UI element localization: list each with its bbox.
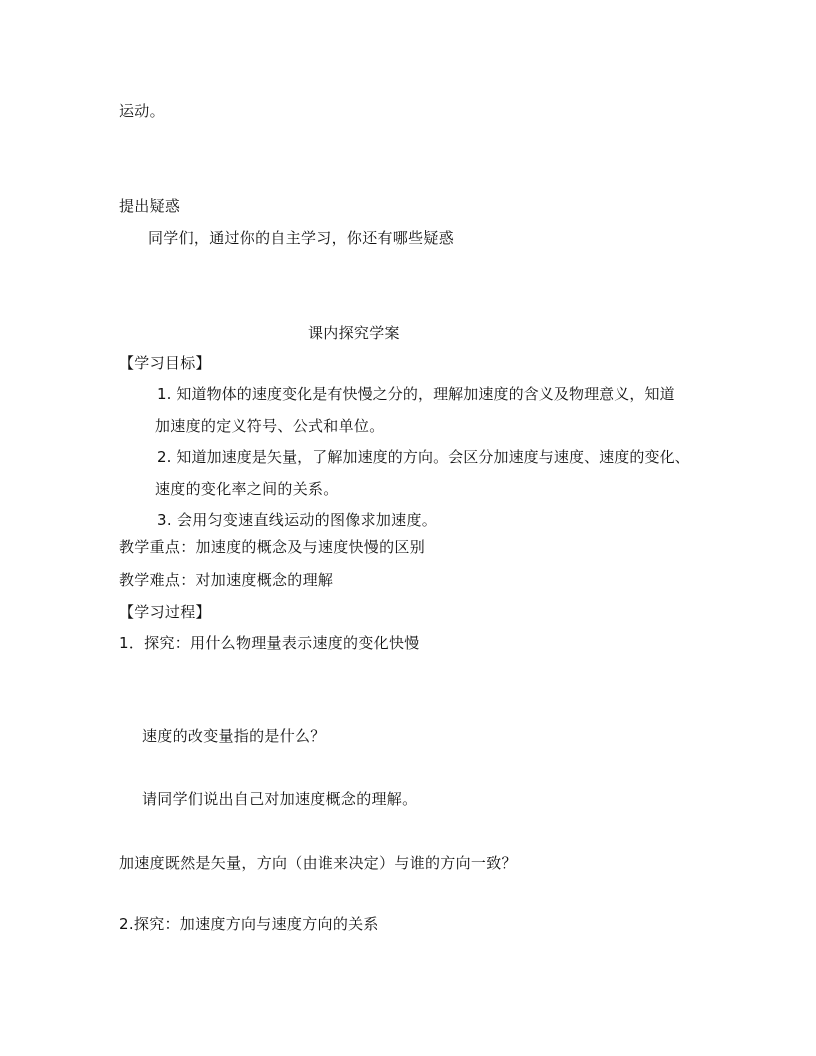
process-heading: 【学习过程】 xyxy=(119,603,211,621)
objective-item-1-line-2: 加速度的定义符号、公式和单位。 xyxy=(155,417,385,435)
objective-item-2-line-2: 速度的变化率之间的关系。 xyxy=(155,480,339,498)
objective-item-1-line-1: 1. 知道物体的速度变化是有快慢之分的，理解加速度的含义及物理意义，知道 xyxy=(157,385,675,403)
explore-2-heading: 2.探究：加速度方向与速度方向的关系 xyxy=(119,915,379,933)
question-2: 请同学们说出自己对加速度概念的理解。 xyxy=(142,790,418,808)
objective-item-2-line-1: 2. 知道加速度是矢量，了解加速度的方向。会区分加速度与速度、速度的变化、 xyxy=(157,448,690,466)
questions-prompt: 同学们，通过你的自主学习，你还有哪些疑惑 xyxy=(148,229,455,247)
questions-heading: 提出疑惑 xyxy=(119,197,181,215)
page-title: 课内探究学案 xyxy=(308,324,400,342)
question-3: 加速度既然是矢量，方向（由谁来决定）与谁的方向一致？ xyxy=(119,854,517,872)
explore-1-heading: 1．探究：用什么物理量表示速度的变化快慢 xyxy=(119,634,420,652)
text-line-top: 运动。 xyxy=(119,102,165,120)
objective-item-3: 3. 会用匀变速直线运动的图像求加速度。 xyxy=(157,511,438,529)
question-1: 速度的改变量指的是什么？ xyxy=(142,727,326,745)
objectives-heading: 【学习目标】 xyxy=(119,354,211,372)
key-point: 教学重点：加速度的概念及与速度快慢的区别 xyxy=(119,538,426,556)
difficult-point: 教学难点：对加速度概念的理解 xyxy=(119,571,334,589)
